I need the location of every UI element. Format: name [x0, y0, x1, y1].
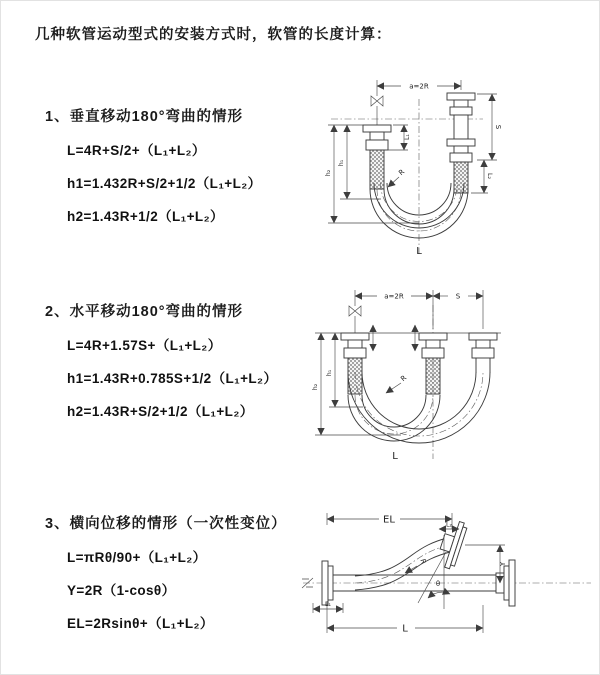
dim-label-h1: h₁: [326, 369, 333, 377]
valve-icon: [349, 301, 361, 333]
left-flange: [322, 561, 333, 605]
dim-label-l2: L₂: [445, 521, 453, 529]
dim-label-s: S: [494, 124, 502, 130]
diagram-lateral-displacement: [297, 505, 599, 649]
dim-label-h2: h₂: [312, 383, 319, 391]
formula-line: h2=1.43R+1/2（L₁+L₂）: [67, 209, 224, 224]
formula-line: L=4R+1.57S+（L₁+L₂）: [67, 338, 222, 353]
length-label: L: [416, 246, 422, 257]
section-vertical-movement: [45, 105, 262, 225]
theta-label: θ: [435, 580, 441, 588]
dim-label-l2: L₂: [486, 172, 493, 180]
section-heading: 1、垂直移动180°弯曲的情形: [45, 109, 244, 125]
braided-hose-section: [370, 150, 384, 189]
u-bend-hose: [348, 372, 490, 443]
dim-label-el: EL: [383, 514, 395, 526]
braided-hose-section: [454, 162, 468, 193]
radius-label: R: [399, 373, 409, 384]
dim-label-y: Y: [499, 561, 507, 567]
dim-label-l1: L₁: [404, 133, 411, 141]
page-title: 几种软管运动型式的安装方式时，软管的长度计算：: [35, 27, 392, 43]
braided-hose-section: [426, 358, 440, 394]
dim-label-a2r: a=2R: [384, 292, 404, 301]
formula-line: L=πRθ/90+（L₁+L₂）: [67, 550, 207, 565]
dim-label-l: L: [402, 623, 408, 635]
formula-line: Y=2R（1-cosθ）: [67, 583, 176, 598]
dim-label-a2r: a=2R: [409, 82, 429, 91]
radius-label: R: [397, 167, 407, 178]
left-pipe-assembly: [363, 125, 391, 189]
dim-label-h1: h₁: [338, 159, 345, 167]
dim-label-h2: h₂: [325, 169, 332, 177]
formula-line: h2=1.43R+S/2+1/2（L₁+L₂）: [67, 404, 254, 419]
dim-label-l1: L₁: [324, 601, 332, 608]
diagram-vertical-180-bend: [315, 73, 587, 259]
section-heading: 2、水平移动180°弯曲的情形: [45, 304, 244, 320]
formula-line: h1=1.432R+S/2+1/2（L₁+L₂）: [67, 176, 262, 191]
length-label: L: [392, 451, 398, 462]
radius-label: R: [418, 558, 428, 565]
section-heading: 3、横向位移的情形（一次性变位）: [45, 516, 287, 532]
right-pipe-assembly: [469, 333, 497, 373]
middle-pipe-assembly: [419, 333, 447, 394]
valve-icon: [371, 91, 383, 125]
formula-line: L=4R+S/2+（L₁+L₂）: [67, 143, 206, 158]
diagram-horizontal-180-bend: [305, 283, 599, 465]
dim-label-s: S: [455, 292, 461, 301]
left-pipe-assembly: [341, 333, 369, 394]
formula-line: EL=2Rsinθ+（L₁+L₂）: [67, 616, 214, 631]
section-horizontal-movement: [45, 300, 277, 420]
section-lateral-displacement: [45, 512, 287, 632]
right-pipe-assembly: [447, 93, 475, 193]
formula-line: h1=1.43R+0.785S+1/2（L₁+L₂）: [67, 371, 278, 386]
